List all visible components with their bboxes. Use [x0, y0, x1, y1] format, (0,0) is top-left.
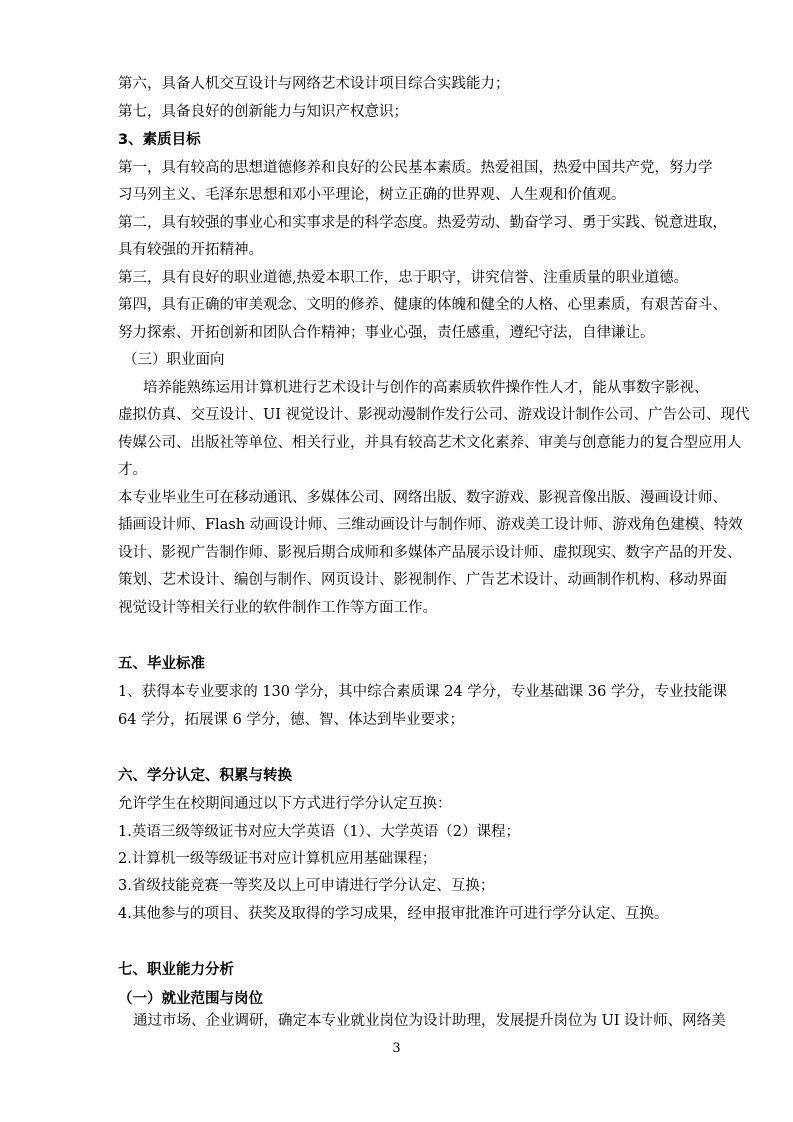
section-heading-ability: 七、职业能力分析	[118, 962, 234, 978]
list-item: 3.省级技能竞赛一等奖及以上可申请进行学分认定、互换；	[118, 878, 495, 894]
text-line: 努力探索、开拓创新和团队合作精神；事业心强，责任感重，遵纪守法，自律谦让。	[118, 325, 655, 341]
text-line: 虚拟仿真、交互设计、UI 视觉设计、影视动漫制作发行公司、游戏设计制作公司、广告公司、现代	[118, 407, 750, 423]
list-item: 4.其他参与的项目、获奖及取得的学习成果，经申报审批准许可进行学分认定、互换。	[118, 906, 669, 922]
section-heading-career: （三）职业面向	[123, 352, 225, 368]
text-line: 第三，具有良好的职业道德,热爱本职工作，忠于职守，讲究信誉、注重质量的职业道德。	[118, 270, 689, 286]
section-heading-credit: 六、学分认定、积累与转换	[118, 768, 292, 784]
text-line: 设计、影视广告制作师、影视后期合成师和多媒体产品展示设计师、虚拟现实、数字产品的开发、	[118, 545, 742, 561]
list-item: 2.计算机一级等级证书对应计算机应用基础课程；	[118, 851, 437, 867]
page-number: 3	[392, 1041, 401, 1056]
text-line: 本专业毕业生可在移动通讯、多媒体公司、网络出版、数字游戏、影视音像出版、漫画设计师、	[118, 490, 727, 506]
section-heading-graduation: 五、毕业标准	[118, 656, 205, 672]
list-item: 1.英语三级等级证书对应大学英语（1）、大学英语（2）课程；	[118, 824, 521, 840]
text-line: 习马列主义、毛泽东思想和邓小平理论，树立正确的世界观、人生观和价值观。	[118, 187, 626, 203]
text-line: 第四，具有正确的审美观念、文明的修养、健康的体魄和健全的人格、心里素质，有艰苦奋斗、	[118, 297, 727, 313]
text-line: 传媒公司、出版社等单位、相关行业，并具有较高艺术文化素养、审美与创意能力的复合型应用人	[118, 435, 742, 451]
text-line: 才。	[118, 462, 147, 478]
text-line: 64 学分，拓展课 6 学分，德、智、体达到毕业要求；	[118, 712, 465, 728]
text-line: 第七，具备良好的创新能力与知识产权意识；	[118, 104, 408, 120]
text-line: 插画设计师、Flash 动画设计师、三维动画设计与制作师、游戏美工设计师、游戏角色建模、特效	[118, 517, 743, 533]
text-line: 1、获得本专业要求的 130 学分，其中综合素质课 24 学分，专业基础课 36 学分，专业技能课	[118, 684, 727, 700]
text-line: 允许学生在校期间通过以下方式进行学分认定互换：	[118, 796, 452, 812]
text-line: 培养能熟练运用计算机进行艺术设计与创作的高素质软件操作性人才，能从事数字影视、	[143, 380, 709, 396]
text-line: 视觉设计等相关行业的软件制作工作等方面工作。	[118, 600, 437, 616]
text-line: 第六，具备人机交互设计与网络艺术设计项目综合实践能力；	[118, 76, 510, 92]
text-line: 具有较强的开拓精神。	[118, 242, 263, 258]
text-line: 通过市场、企业调研，确定本专业就业岗位为设计助理，发展提升岗位为 UI 设计师、网络美	[133, 1013, 726, 1029]
text-line: 策划、艺术设计、编创与制作、网页设计、影视制作、广告艺术设计、动画制作机构、移动界面	[118, 572, 727, 588]
text-line: 第二，具有较强的事业心和实事求是的科学态度。热爱劳动、勤奋学习、勇于实践、锐意进取，	[118, 215, 727, 231]
section-heading-quality-goals: 3、素质目标	[118, 132, 201, 148]
subsection-heading-scope: （一）就业范围与岗位	[118, 991, 263, 1007]
text-line: 第一，具有较高的思想道德修养和良好的公民基本素质。热爱祖国，热爱中国共产党，努力学	[118, 160, 713, 176]
